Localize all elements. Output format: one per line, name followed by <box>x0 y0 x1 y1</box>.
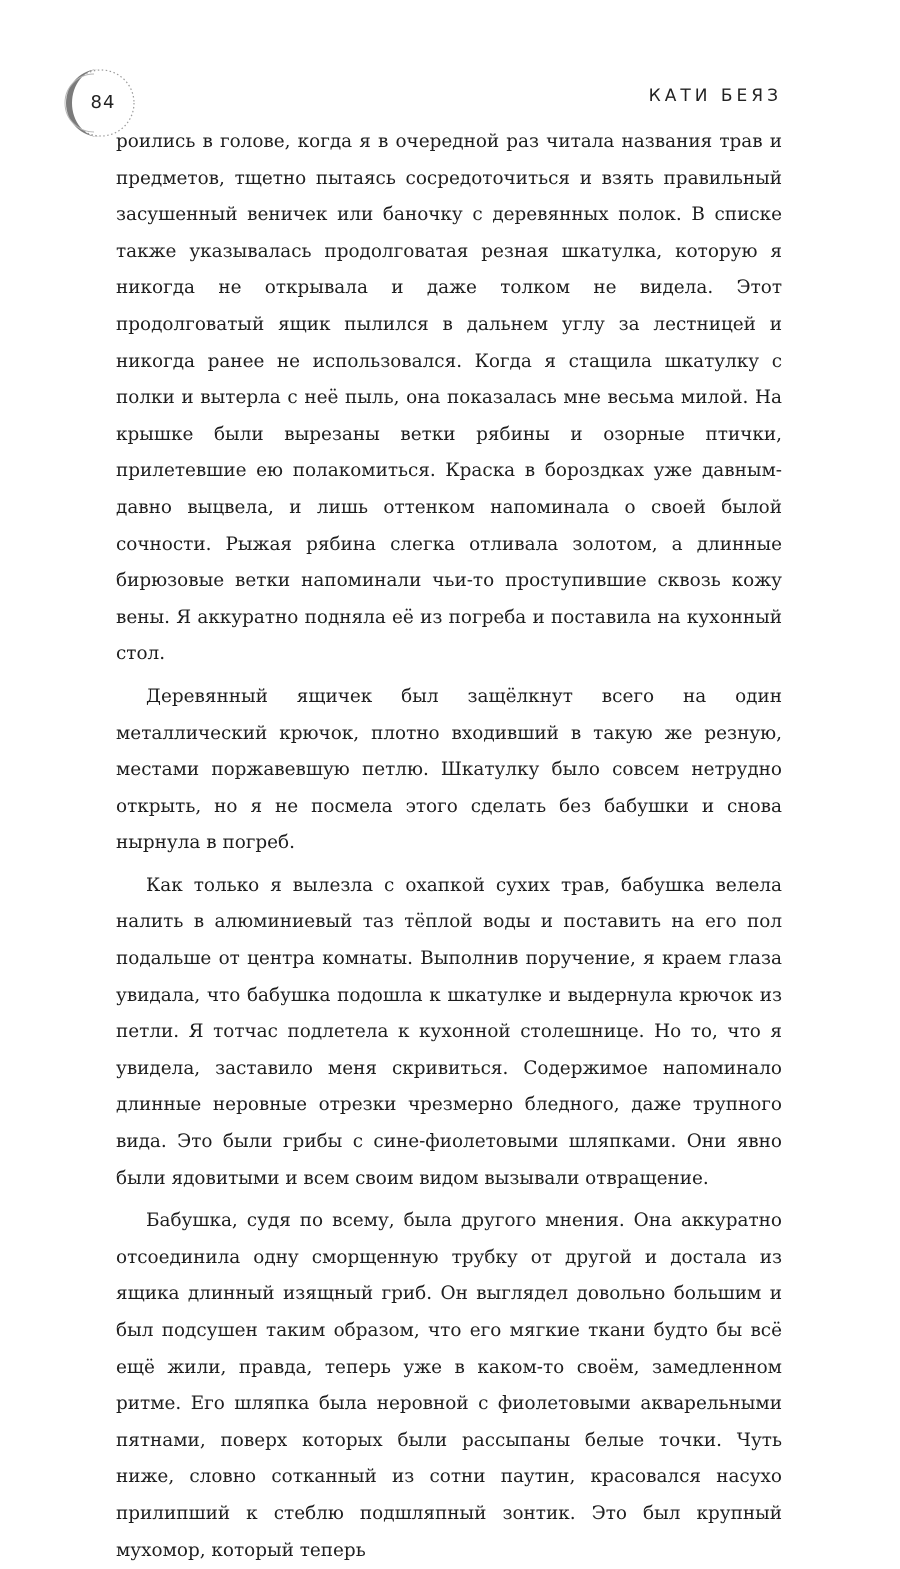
body-text <box>116 124 782 1569</box>
running-header-author: КАТИ БEЯЗ <box>648 86 782 106</box>
page-number: 84 <box>90 92 116 113</box>
paragraph: Как только я вылезла с охапкой сухих трав, бабушка велела налить в алюминиевый таз тёплой воды и поставить на его пол подальше от центра комнаты. Выполнив поручение, я краем глаза увидала, что бабушка подошла к шкатулке и выдернула крючок из петли. Я тотчас подлетела к кухонной столешнице. Но то, что я увидела, заставило меня скривиться. Содержимое напоминало длинные неровные отрезки чрезмерно бледного, даже трупного вида. Это были грибы с сине-фиолетовыми шляпками. Они явно были ядовитыми и всем своим видом вызывали отвращение. <box>116 874 782 1189</box>
paragraph: Деревянный ящичек был защёлкнут всего на один металлический крючок, плотно входивший в такую же резную, местами поржавевшую петлю. Шкатулку было совсем нетрудно открыть, но я не посмела этого сделать без бабушки и снова нырнула в погреб. <box>116 685 782 854</box>
paragraph: роились в голове, когда я в очередной раз читала названия трав и предметов, тщетно пытаясь сосредоточиться и взять правильный засушенный веничек или баночку с деревянных полок. В списке также указывалась продолговатая резная шкатулка, которую я никогда не открывала и даже толком не видела. Этот продолговатый ящик пылился в дальнем углу за лестницей и никогда ранее не использовался. Когда я стащила шкатулку с полки и вытерла с неё пыль, она показалась мне весьма милой. На крышке были вырезаны ветки рябины и озорные птички, прилетевшие ею полакомиться. Краска в бороздках уже давным-давно выцвела, и лишь оттенком напоминала о своей былой сочности. Рыжая рябина слегка отливала золотом, а длинные бирюзовые ветки напоминали чьи-то проступившие сквозь кожу вены. Я аккуратно подняла её из погреба и поставила на кухонный стол. <box>116 131 782 665</box>
paragraph: Бабушка, судя по всему, была другого мнения. Она аккуратно отсоединила одну сморщенную трубку от другой и достала из ящика длинный изящный гриб. Он выглядел довольно большим и был подсушен таким образом, что его мягкие ткани будто бы всё ещё жили, правда, теперь уже в каком-то своём, замедленном ритме. Его шляпка была неровной с фиолетовыми акварельными пятнами, поверх которых были рассыпаны белые точки. Чуть ниже, словно сотканный из сотни паутин, красовался насухо прилипший к стеблю подшляпный зонтик. Это был крупный мухомор, который теперь <box>116 1210 782 1561</box>
